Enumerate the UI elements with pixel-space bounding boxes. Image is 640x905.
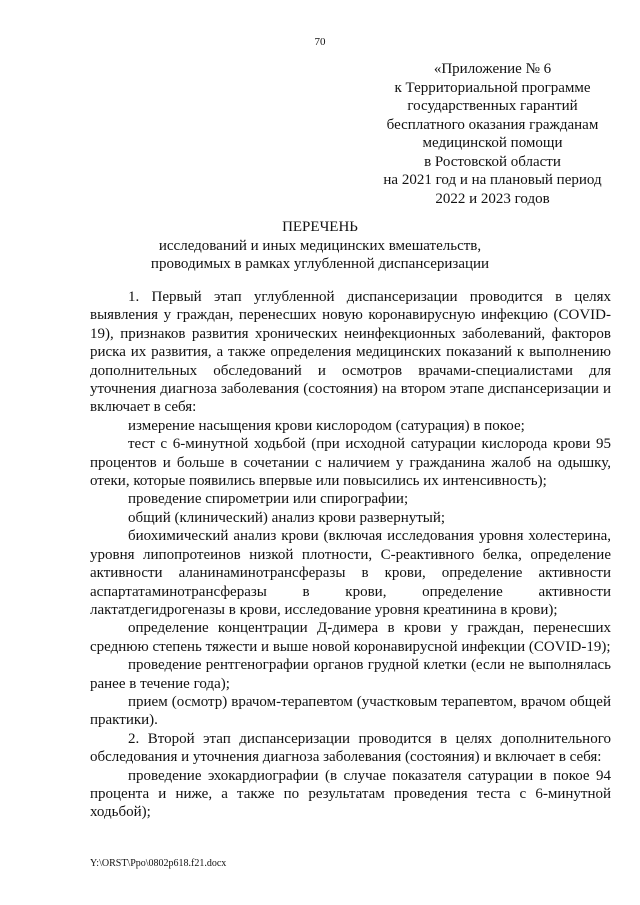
page-number: 70 — [314, 36, 326, 48]
document-title-block — [0, 218, 640, 274]
document-subtitle: проводимых в рамках углубленной диспансеризации — [150, 256, 490, 272]
paragraph: прием (осмотр) врачом-терапевтом (участковым терапевтом, врачом общей практики). — [90, 693, 611, 729]
footer-file-path: Y:\ORST\Ppo\0802p618.f21.docx — [90, 858, 227, 869]
paragraph: тест с 6-минутной ходьбой (при исходной сатурации кислорода крови 95 процентов и больше в сочетании с наличием у гражданина жалоб на одышку, отеки, которые появились впервые или повысились их интенсивность); — [90, 436, 611, 490]
appendix-line: медицинской помощи — [422, 135, 563, 151]
paragraph: измерение насыщения крови кислородом (сатурация) в покое; — [128, 417, 525, 434]
appendix-line: на 2021 год и на плановый период — [383, 172, 602, 188]
appendix-line: в Ростовской области — [424, 153, 561, 170]
paragraph: общий (клинический) анализ крови развернутый; — [128, 509, 446, 526]
appendix-line: к Территориальной программе — [394, 79, 591, 96]
paragraph: 2. Второй этап диспансеризации проводится в целях дополнительного обследования и уточнения диагноза заболевания (состояния) и включает в себя: — [90, 730, 611, 766]
paragraph: проведение эхокардиографии (в случае показателя сатурации в покое 94 процента и ниже, а также по результатам проведения теста с 6-минутной ходьбой); — [90, 767, 611, 821]
paragraph: биохимический анализ крови (включая исследования уровня холестерина, уровня липопротеинов низкой плотности, С-реактивного белка, определение активности аланинаминотрансферазы в крови, определение активности аспартатаминотрансферазы в крови, определение активности лактатдегидрогеназы в крови, исследование уровня креатинина в крови); — [90, 528, 611, 618]
document-subtitle: исследований и иных медицинских вмешательств, — [158, 237, 482, 254]
appendix-line: государственных гарантий — [407, 98, 578, 114]
paragraph: определение концентрации Д-димера в крови у граждан, перенесших среднюю степень тяжести и выше новой коронавирусной инфекции (COVID-19); — [90, 620, 611, 655]
document-body — [90, 288, 611, 822]
appendix-line: 2022 и 2023 годов — [435, 190, 550, 207]
paragraph: проведение рентгенографии органов грудной клетки (если не выполнялась ранее в течение года); — [90, 657, 611, 692]
appendix-line: «Приложение № 6 — [433, 61, 552, 77]
document-title: ПЕРЕЧЕНЬ — [282, 219, 358, 235]
appendix-line: бесплатного оказания гражданам — [386, 116, 599, 133]
paragraph: 1. Первый этап углубленной диспансеризации проводится в целях выявления у граждан, перенесших новую коронавирусную инфекцию (COVID-19), признаков развития хронических неинфекционных заболеваний, факторов риска их развития, а также определения медицинских показаний к выполнению дополнительных обследований и осмотров врачами-специалистами для уточнения диагноза заболевания (состояния) на втором этапе диспансеризации и включает в себя: — [90, 289, 611, 416]
appendix-header — [370, 60, 615, 208]
paragraph: проведение спирометрии или спирографии; — [128, 491, 409, 508]
